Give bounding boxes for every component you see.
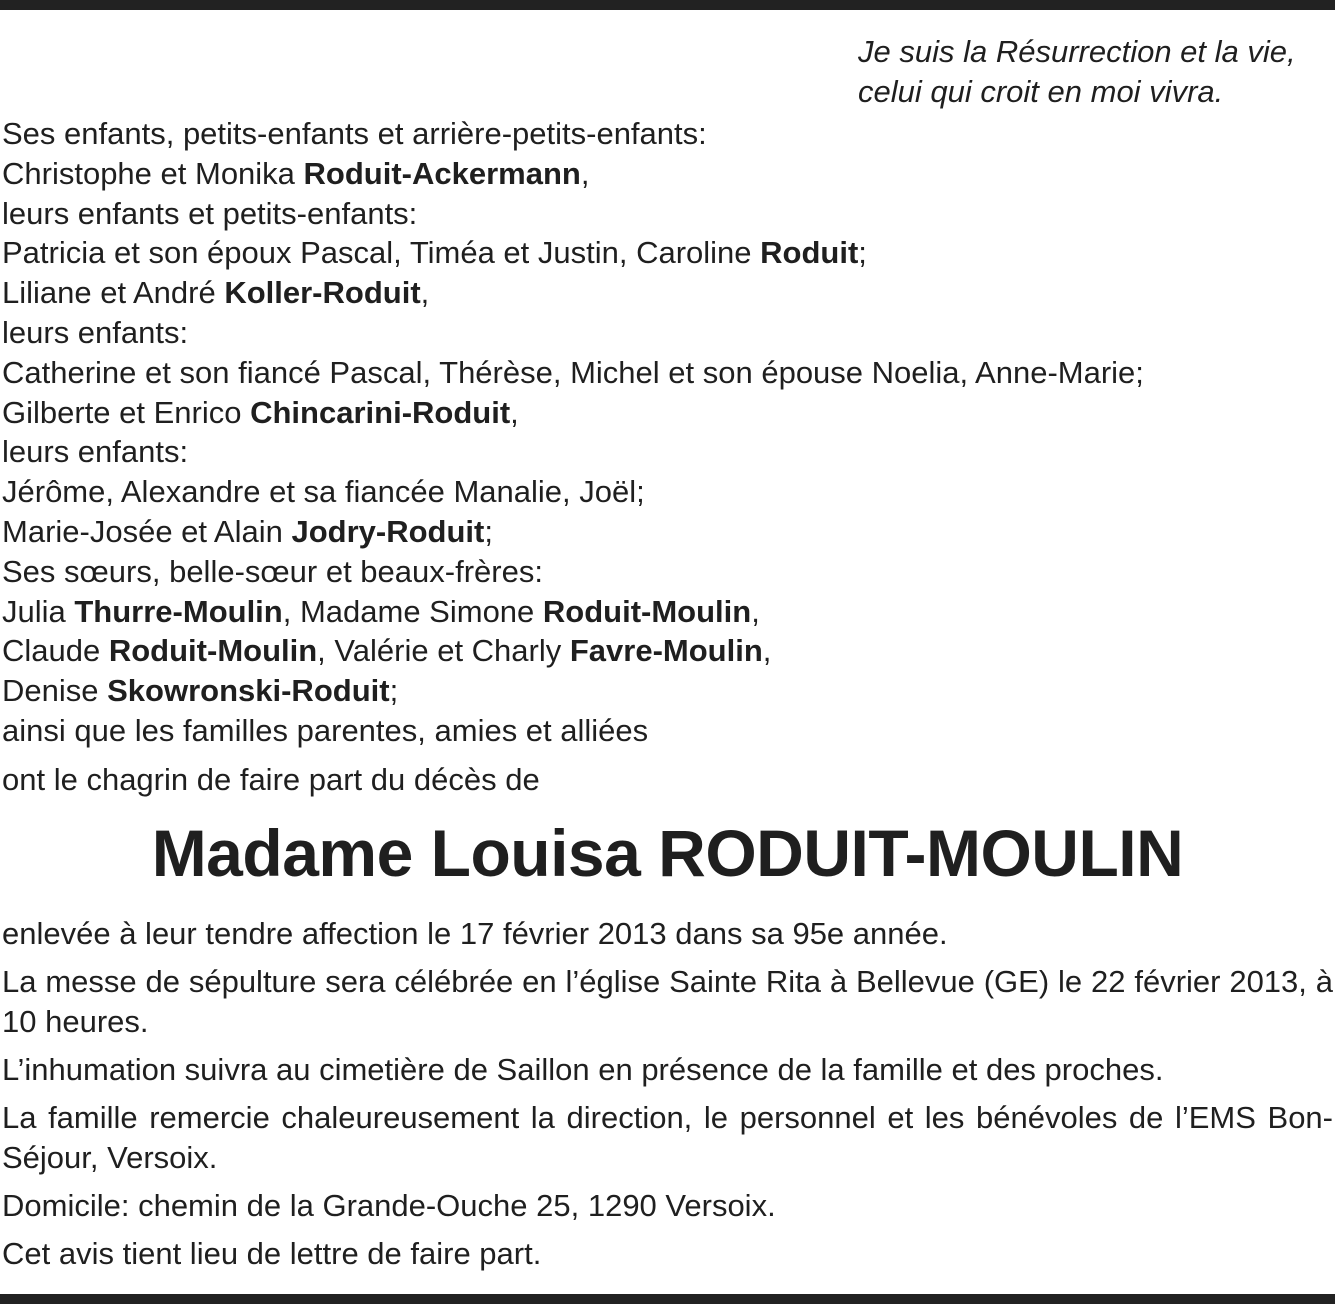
bottom-border-rule — [0, 1294, 1335, 1304]
family-line: leurs enfants: — [2, 314, 189, 350]
residence-paragraph: Domicile: chemin de la Grande-Ouche 25, 1290 Versoix. — [2, 1188, 776, 1223]
family-line: Julia Thurre-Moulin, Madame Simone Roduit-Moulin, — [2, 593, 760, 629]
family-line: Ses enfants, petits-enfants et arrière-petits-enfants: — [2, 116, 707, 151]
family-line: Claude Roduit-Moulin, Valérie et Charly Favre-Moulin, — [2, 633, 772, 669]
family-surname: Favre-Moulin — [569, 633, 763, 669]
family-line: Jérôme, Alexandre et sa fiancée Manalie, Joël; — [2, 474, 645, 510]
family-line: Catherine et son fiancé Pascal, Thérèse, Michel et son épouse Noelia, Anne-Marie; — [2, 354, 1144, 390]
quote-line-1: Je suis la Résurrection et la vie, — [858, 34, 1296, 69]
family-surname: Roduit-Ackermann — [303, 155, 581, 191]
announcement-intro: ont le chagrin de faire part du décès de — [2, 762, 540, 797]
family-surname: Koller-Roduit — [224, 275, 421, 311]
family-surname: Chincarini-Roduit — [250, 394, 511, 430]
top-border-rule — [0, 0, 1335, 10]
quote-line-2: celui qui croit en moi vivra. — [858, 74, 1224, 109]
family-line: ainsi que les familles parentes, amies et alliées — [2, 712, 649, 748]
thanks-paragraph: La famille remercie chaleureusement la direction, le personnel et les bénévoles de l’EMS Bon-Séjour, Versoix. — [2, 1100, 1333, 1175]
burial-paragraph: L’inhumation suivra au cimetière de Saillon en présence de la famille et des proches. — [2, 1052, 1164, 1087]
family-line: Ses sœurs, belle-sœur et beaux-frères: — [2, 553, 543, 589]
family-line: Patricia et son époux Pascal, Timéa et Justin, Caroline Roduit; — [2, 235, 867, 271]
family-surname: Roduit-Moulin — [108, 633, 318, 669]
closing-paragraph: Cet avis tient lieu de lettre de faire part. — [2, 1236, 542, 1271]
family-line: Marie-Josée et Alain Jodry-Roduit; — [2, 513, 493, 549]
family-surname: Roduit-Moulin — [542, 593, 752, 629]
family-surname: Skowronski-Roduit — [107, 673, 390, 709]
family-line: Liliane et André Koller-Roduit, — [2, 275, 430, 311]
notice-details — [2, 914, 1333, 1282]
scripture-quote — [858, 32, 1328, 112]
family-list — [2, 114, 1332, 751]
family-line: Christophe et Monika Roduit-Ackermann, — [2, 155, 590, 191]
family-surname: Roduit — [760, 235, 859, 271]
death-date-paragraph: enlevée à leur tendre affection le 17 février 2013 dans sa 95e année. — [2, 916, 948, 951]
family-surname: Thurre-Moulin — [74, 593, 283, 629]
funeral-mass-paragraph: La messe de sépulture sera célébrée en l’église Sainte Rita à Bellevue (GE) le 22 février 2013, à 10 heures. — [2, 964, 1333, 1039]
deceased-name: Madame Louisa RODUIT-MOULIN — [151, 816, 1184, 890]
family-surname: Jodry-Roduit — [291, 513, 485, 549]
family-line: Gilberte et Enrico Chincarini-Roduit, — [2, 394, 519, 430]
family-line: Denise Skowronski-Roduit; — [2, 673, 399, 709]
family-line: leurs enfants et petits-enfants: — [2, 195, 418, 231]
family-line: leurs enfants: — [2, 434, 189, 470]
